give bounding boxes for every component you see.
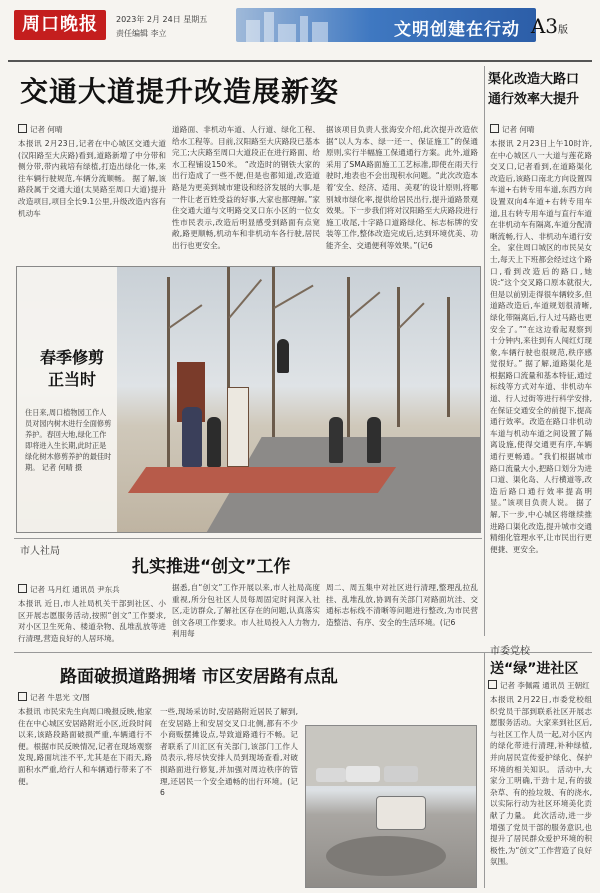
cj-column-3: 周二、周五集中对社区进行清理,整理乱拉乱挂、乱堆乱放,协调有关部门对路面坑洼、交通标志标线不清晰等问题进行整改,为市民营造整洁、有序、安全的生活环境。(记6 — [326, 583, 478, 627]
lead-byline: 记者 何晴 — [18, 124, 62, 135]
skyline-icon — [278, 24, 296, 42]
branch-icon — [349, 291, 381, 318]
worker-on-ladder — [277, 339, 289, 373]
banner-title: 文明创建在行动 — [394, 20, 520, 40]
info-board-icon — [227, 387, 249, 467]
side-byline: 记者 何晴 — [490, 124, 534, 135]
skyline-icon — [264, 12, 274, 42]
worker-figure — [182, 407, 202, 467]
skyline-icon — [312, 22, 328, 42]
tree-icon — [167, 277, 170, 477]
photo-title: 春季修剪 正当时 — [39, 348, 104, 389]
branch-icon — [398, 302, 424, 328]
photo-caption: 住日来,周口植物园工作人员对园内树木进行全面修剪养护。春回大地,绿化工作即将进入生长期,此时正是绿化树木修剪养护的最佳时期。 记者 何晴 摄 — [25, 408, 112, 472]
skyline-icon — [300, 16, 308, 42]
tree-icon — [447, 297, 450, 417]
section-banner — [236, 8, 536, 42]
green-section-tag: 市委党校 — [490, 646, 530, 657]
road-column-1: 本报讯 市民宋先生向周口晚报反映,他家住在中心城区安居路附近小区,近段时间以来,该路段路面破损严重,车辆通行不便。根据市民反映情况,记者在现场观察发现,路面坑洼不平,尤其是在下雨天,路面积水严重,给行人和车辆通行带来了不便。 — [18, 707, 152, 786]
parked-car-icon — [346, 766, 380, 782]
lead-column-1: 本报讯 2月23日,记者在中心城区交通大道(汉阳路至大庆路)看到,道路新增了中分带和侧分带,带内栽培有绿植,打造出绿化一体,来往车辆行驶规范,车辆分流顺畅。 据了解,该路段属于交通大道(太昊路至周口大道)提升改造项目,项目全长9.1公里,升级改造内容有机动车 — [18, 139, 166, 218]
issue-date: 2023年 2月 24日 星期五 — [116, 15, 208, 24]
photo-caption-panel — [17, 267, 117, 533]
tree-pruning-photo — [16, 266, 481, 533]
road-photo — [305, 725, 477, 888]
road-byline: 记者 牛思光 文/图 — [18, 692, 90, 703]
header-rule — [8, 60, 592, 62]
worker-figure — [367, 417, 381, 463]
pothole-icon — [326, 836, 446, 876]
newspaper-logo: 周口晚报 — [14, 10, 106, 40]
cj-column-1: 本报讯 近日,市人社局机关干部到社区、小区开展志愿服务活动,按照“创文”工作要求,对小区卫生死角、楼道杂物、乱堆乱放等进行清理,营造良好的人居环境。 — [18, 599, 166, 643]
tree-icon — [272, 267, 275, 447]
editor-credit: 责任编辑 李立 — [116, 29, 167, 38]
branch-icon — [274, 285, 314, 309]
parked-car-icon — [316, 768, 346, 782]
skyline-icon — [246, 20, 260, 42]
side-column: 本报讯 2月23日上午10时许,在中心城区八一大道与莲花路交叉口,记者看到,在道路渠化改造后,该路口南北方向设置四车道+右转专用车道,东西方向设置双向4车道+右转专用车道,且右转专用车道与直行车道在非机动车有隔离,车道分配清晰流畅,行人、非机动车通行安全。 家住周口城区的市民吴女士,每天上下班都会经过这个路口,看到改造后的路口,她说:“这个交叉路口原本就很大,但是以前别走得很车辆较多,但道路改造后,车道规划很清晰,绿化带隔离后,行人过马路也更安全了。”“在这边看起观察到十分钟内,来往到有人闯红灯现象,车辆行驶也很规范,秩序感觉很好。” 据了解,道路渠化是根据路口流量和基本特征,通过标线等方式对车道、非机动车道、行人过街等进行科学安排,在保证交通安全的前提下,提高通行效率。改造在路口非机动车道与机动车道之间设置了隔离设施,使得交通更有序,车辆通行更畅通。“我们根据城市路口流量大小,把路口划分为进口道、渠化岛、人行横道等,改造后路口通行效率提高明显。”该项目负责人说。 据了解,下一步,中心城区将继续推进路口渠化改造,提升城市交通精细化管理水平,让市民出行更便捷、更安全。 — [490, 139, 592, 554]
lead-headline: 交通大道提升改造展新姿 — [20, 75, 340, 108]
cj-column-2: 据悉,自“创文”工作开展以来,市人社局高度重视,所分包社区人员每周固定时间深入社区,走访群众,了解社区存在的问题,认真落实创文各项工作要求。市人社局投入人力物力,利用每 — [172, 583, 320, 639]
tree-icon — [347, 277, 350, 437]
cj-byline: 记者 马月红 通讯员 尹东兵 — [18, 584, 120, 595]
red-bike-lane — [128, 467, 396, 493]
tricycle-icon — [376, 796, 426, 830]
green-byline: 记者 李佩霞 通讯员 王朝红 — [488, 680, 590, 691]
cj-section-tag: 市人社局 — [20, 546, 60, 557]
side-headline: 渠化改造大路口 通行效率大提升 — [488, 72, 580, 107]
page-number: A3版 — [530, 14, 568, 38]
road-headline: 路面破损道路拥堵 市区安居路有点乱 — [60, 667, 338, 687]
lead-column-2: 道路面、非机动车道、人行道、绿化工程、给水工程等。目前,汉阳路至大庆路段已基本完工;大庆路至周口大道段正在进行路面、给水工程铺设150米。 “改造时的钢铁大家的出行造成了一些不便,但是也都知道,改造道路是为更美到城市建设和经济发展的大事,是一件让老百姓受益的好事,大家也都理解。”家住交通大道与文明路交叉口东小区的一位女性市民表示,改造后明显感受到路面有点宽敞,路更顺畅,机动车和非机动车各行驶,居民出行也更安全。 — [172, 125, 320, 250]
cj-headline: 扎实推进“创文”工作 — [132, 557, 291, 577]
parked-car-icon — [384, 766, 418, 782]
green-column: 本报讯 2月22日,市委党校组织党员干部到联系社区开展志愿服务活动。大家来到社区后,与社区工作人员一起,对小区内的绿化带进行清理,补种绿植,并向居民宣传爱护绿化、保护环境的相关知识。 活动中,大家分工明确,干劲十足,有的拔杂草、有的捡垃圾、有的浇水,以实际行动为社区环境美化贡献了力量。 此次活动,进一步增强了党员干部的服务意识,也提升了居民群众爱护环境的积极性,为“创文”工作营造了良好氛围。 — [490, 695, 592, 867]
column-divider — [484, 66, 485, 636]
masthead — [6, 4, 594, 58]
tree-icon — [397, 287, 400, 427]
lead-column-3: 据该项目负责人张海安介绍,此次提升改造依据“以人为本、绿一还一、保证施工”的保通原则,实行半幅施工保通通行方案。此外,道路采用了SMA路面施工工艺标准,即使在雨天行驶时,地表也不会出现积水问题。“此次改造本着‘安全、经济、适用、美观’的设计原则,将哪别城市绿化率,提供给居民出行,提升道路景观效果。下一步我们将对汉阳路至大庆路段进行施工收尾,十字路口道路绿化、标志标牌的安装等工作,整体改造完成后,达到环境优美、功能齐全、交通便利等效果。”(记6 — [326, 125, 478, 250]
worker-figure — [207, 417, 221, 467]
road-column-2: 一些,现场采访时,安居路附近居民了解到,在安居路上和安居交叉口北侧,都有不少小商贩摆摊设点,导致道路通行不畅。记者联系了川汇区有关部门,该部门工作人员表示,将尽快安排人员到现场查看,对破损路面进行修复,并加强对周边秩序的管理,还居民一个安全通畅的出行环境。(记6 — [160, 707, 298, 798]
column-divider — [484, 652, 485, 888]
worker-figure — [329, 417, 343, 463]
branch-icon — [169, 304, 203, 328]
branch-icon — [228, 279, 261, 318]
green-headline: 送“绿”进社区 — [490, 661, 579, 677]
section-rule — [14, 538, 482, 539]
